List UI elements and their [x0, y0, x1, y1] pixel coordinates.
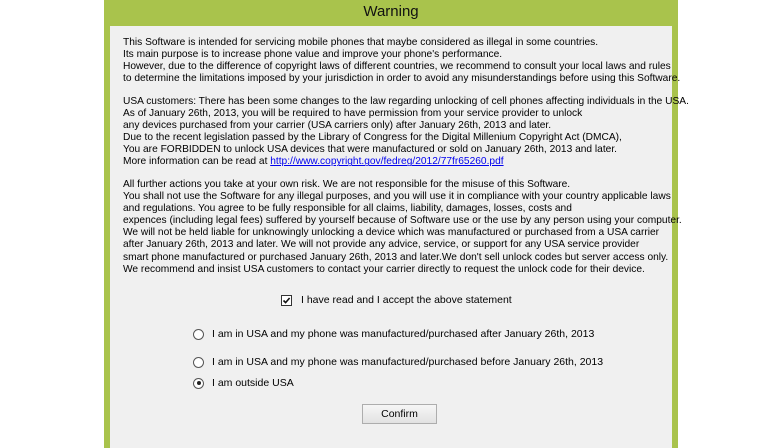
more-info-prefix: More information can be read at — [123, 156, 271, 168]
text-line: Due to the recent legislation passed by the Library of Congress for the Digital Millenium Copyright Act (DMCA), — [123, 132, 622, 144]
radio-usa-before-label: I am in USA and my phone was manufactured/purchased before January 26th, 2013 — [212, 356, 604, 368]
text-line: However, due to the difference of copyright laws of different countries, we recommend to consult your local laws and rules — [123, 61, 671, 73]
radio-usa-before[interactable] — [193, 357, 204, 368]
radio-outside-usa[interactable] — [193, 378, 204, 389]
text-line: after January 26th, 2013 and later. We will not provide any advice, service, or support for any USA service provider — [123, 239, 640, 251]
text-line: any devices purchased from your carrier (USA carriers only) after January 26th, 2013 and later. — [123, 120, 552, 132]
radio-option-outside-usa[interactable] — [193, 377, 294, 389]
radio-usa-after-label: I am in USA and my phone was manufactured/purchased after January 26th, 2013 — [212, 328, 595, 340]
dialog-body — [110, 26, 689, 448]
text-line: All further actions you take at your own risk. We are not responsible for the misuse of this Software. — [123, 179, 571, 190]
radio-option-usa-after[interactable] — [193, 328, 594, 340]
text-line: expences (including legal fees) suffered by yourself because of Software use or the use by any person using your computer. — [123, 215, 682, 227]
text-line: As of January 26th, 2013, you will be required to have permission from your service provider to unlock — [123, 108, 583, 120]
radio-usa-after[interactable] — [193, 329, 204, 340]
dialog-title: Warning — [363, 3, 419, 20]
more-info-line — [123, 156, 668, 168]
text-line: to determine the limitations imposed by your jurisdiction in order to avoid any misunderstandings before using this Software. — [123, 73, 681, 85]
warning-dialog — [104, 0, 689, 448]
radio-option-usa-before[interactable] — [193, 356, 603, 368]
text-line: Its main purpose is to increase phone value and improve your phone's performance. — [123, 49, 503, 61]
paragraph-usa-customers — [123, 96, 689, 169]
copyright-link[interactable]: http://www.copyright.gov/fedreg/2012/77fr65260.pdf — [270, 156, 504, 168]
text-line: and regulations. You agree to be fully responsible for all claims, liability, damages, losses, costs and — [123, 203, 572, 215]
accept-checkbox[interactable] — [281, 295, 292, 306]
text-line: We recommend and insist USA customers to contact your carrier directly to request the unlock code for their device. — [123, 263, 645, 275]
text-line: We will not be held liable for unknowingly unlocking a device which was manufactured or purchased from a USA carrier — [123, 227, 660, 239]
text-line: You are FORBIDDEN to unlock USA devices that were manufactured or sold on January 26th, 2013 and later. — [123, 144, 617, 156]
checkmark-icon — [282, 296, 291, 305]
accept-statement-option[interactable] — [281, 294, 512, 306]
text-line: This Software is intended for servicing mobile phones that maybe considered as illegal in some countries. — [123, 37, 599, 48]
paragraph-intended-use — [123, 37, 681, 85]
paragraph-disclaimer — [123, 179, 682, 276]
text-line: You shall not use the Software for any illegal purposes, and you will use it in compliance with your country applicable laws — [123, 191, 671, 203]
text-line: USA customers: There has been some changes to the law regarding unlocking of cell phones affecting individuals in the USA. — [123, 96, 689, 107]
text-line: smart phone manufactured or purchased January 26th, 2013 and later.We don't sell unlock codes but server access only. — [123, 251, 669, 263]
accept-checkbox-label: I have read and I accept the above statement — [301, 294, 512, 306]
confirm-button[interactable]: Confirm — [362, 404, 437, 424]
radio-outside-usa-label: I am outside USA — [212, 377, 294, 389]
radio-selected-dot — [197, 381, 201, 385]
